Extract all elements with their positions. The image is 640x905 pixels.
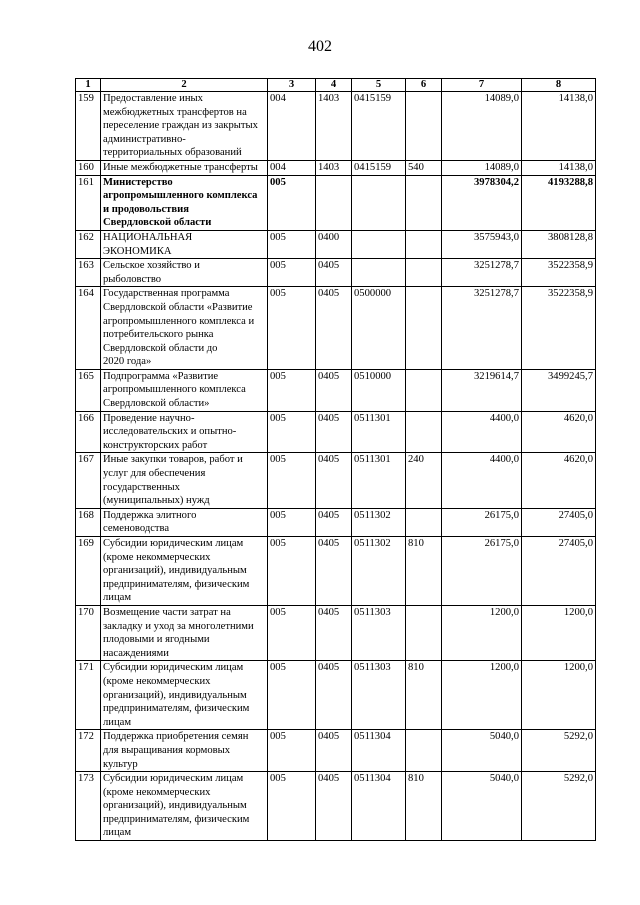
item-name-line: Поддержка элитного [103,509,197,521]
item-name-cell [101,230,268,258]
target-article-cell: 0511304 [352,772,406,841]
item-name-cell [101,411,268,453]
page-number: 402 [308,38,332,55]
target-article-cell: 0510000 [352,369,406,411]
row-number-cell: 162 [76,230,101,258]
expense-type-cell: 810 [406,772,442,841]
item-name-line: агропромышленного комплекса и [103,315,255,327]
ministry-code-cell: 005 [268,230,316,258]
ministry-code-cell: 005 [268,369,316,411]
column-header-7: 7 [442,79,522,92]
amount-year2-cell: 3522358,9 [522,259,596,287]
table-row [76,537,596,606]
row-number-cell: 164 [76,287,101,370]
amount-year2-cell: 14138,0 [522,92,596,161]
section-code-cell: 0405 [316,661,352,730]
table-row [76,259,596,287]
ministry-code-cell: 005 [268,772,316,841]
row-number-cell: 170 [76,605,101,660]
expense-type-cell [406,175,442,230]
row-number-cell: 166 [76,411,101,453]
item-name-cell [101,175,268,230]
section-code-cell: 0405 [316,537,352,606]
item-name-line: организаций), индивидуальным [103,565,247,577]
target-article-cell [352,259,406,287]
target-article-cell: 0511303 [352,661,406,730]
item-name-line: Предоставление иных [103,93,203,104]
table-row [76,508,596,536]
target-article-cell: 0511302 [352,537,406,606]
item-name-line: агропромышленного комплекса [103,190,258,202]
item-name-line: Иные межбюджетные трансферты [103,161,258,173]
item-name-line: лицам [103,592,132,604]
item-name-line: насаждениями [103,647,169,659]
amount-year2-cell: 3522358,9 [522,287,596,370]
ministry-code-cell: 005 [268,287,316,370]
column-header-6: 6 [406,79,442,92]
amount-year2-cell: 1200,0 [522,661,596,730]
amount-year2-cell: 3499245,7 [522,369,596,411]
amount-year2-cell: 4193288,8 [522,175,596,230]
ministry-code-cell: 005 [268,411,316,453]
section-code-cell: 0405 [316,369,352,411]
item-name-cell [101,730,268,772]
section-code-cell: 0405 [316,287,352,370]
item-name-line: организаций), индивидуальным [103,689,247,701]
item-name-line: плодовыми и ягодными [103,634,210,646]
item-name-line: Подпрограмма «Развитие [103,370,219,382]
item-name-line: межбюджетных трансфертов на [103,106,247,118]
amount-year1-cell: 3575943,0 [442,230,522,258]
table-row [76,453,596,508]
column-header-8: 8 [522,79,596,92]
item-name-cell [101,508,268,536]
row-number-cell: 160 [76,160,101,175]
target-article-cell: 0511302 [352,508,406,536]
item-name-line: организаций), индивидуальным [103,800,247,812]
item-name-line: предпринимателям, физическим [103,703,250,715]
amount-year1-cell: 3251278,7 [442,259,522,287]
item-name-cell [101,160,268,175]
header-row [76,79,596,92]
item-name-cell [101,369,268,411]
table-row [76,287,596,370]
table-row [76,230,596,258]
table-row [76,92,596,161]
item-name-line: Министерство [103,176,173,188]
ministry-code-cell: 005 [268,605,316,660]
ministry-code-cell: 005 [268,259,316,287]
expense-type-cell: 240 [406,453,442,508]
amount-year1-cell: 1200,0 [442,661,522,730]
item-name-line: (муниципальных) нужд [103,495,210,507]
table-row [76,730,596,772]
amount-year1-cell: 14089,0 [442,92,522,161]
expense-type-cell [406,287,442,370]
table-row [76,772,596,841]
expense-type-cell [406,730,442,772]
item-name-line: закладку и уход за многолетними [103,620,254,632]
column-header-2: 2 [101,79,268,92]
item-name-line: Возмещение части затрат на [103,606,231,618]
budget-table [75,78,596,841]
row-number-cell: 165 [76,369,101,411]
item-name-line: (кроме некоммерческих [103,675,211,687]
target-article-cell: 0511304 [352,730,406,772]
item-name-line: Сельское хозяйство и [103,260,200,272]
table-row [76,605,596,660]
expense-type-cell: 810 [406,537,442,606]
amount-year1-cell: 26175,0 [442,508,522,536]
amount-year2-cell: 14138,0 [522,160,596,175]
amount-year1-cell: 5040,0 [442,730,522,772]
amount-year1-cell: 3978304,2 [442,175,522,230]
target-article-cell: 0511301 [352,453,406,508]
target-article-cell [352,230,406,258]
amount-year2-cell: 1200,0 [522,605,596,660]
expense-type-cell: 540 [406,160,442,175]
target-article-cell: 0500000 [352,287,406,370]
amount-year2-cell: 3808128,8 [522,230,596,258]
item-name-line: лицам [103,827,132,839]
item-name-cell [101,287,268,370]
item-name-line: услуг для обеспечения [103,468,206,480]
item-name-line: (кроме некоммерческих [103,786,211,798]
item-name-line: предпринимателям, физическим [103,578,250,590]
expense-type-cell [406,259,442,287]
amount-year1-cell: 3251278,7 [442,287,522,370]
ministry-code-cell: 005 [268,537,316,606]
amount-year2-cell: 4620,0 [522,453,596,508]
expense-type-cell [406,230,442,258]
amount-year1-cell: 3219614,7 [442,369,522,411]
item-name-line: административно- [103,133,186,145]
expense-type-cell [406,605,442,660]
item-name-line: семеноводства [103,523,170,535]
amount-year1-cell: 5040,0 [442,772,522,841]
section-code-cell: 0400 [316,230,352,258]
table-row [76,411,596,453]
section-code-cell: 1403 [316,92,352,161]
row-number-cell: 168 [76,508,101,536]
section-code-cell: 0405 [316,772,352,841]
target-article-cell [352,175,406,230]
table-row [76,661,596,730]
row-number-cell: 161 [76,175,101,230]
section-code-cell: 0405 [316,411,352,453]
target-article-cell: 0511301 [352,411,406,453]
ministry-code-cell: 005 [268,453,316,508]
item-name-line: ЭКОНОМИКА [103,245,172,257]
item-name-line: 2020 года» [103,356,152,368]
section-code-cell: 0405 [316,508,352,536]
amount-year1-cell: 26175,0 [442,537,522,606]
column-header-1: 1 [76,79,101,92]
row-number-cell: 169 [76,537,101,606]
ministry-code-cell: 005 [268,175,316,230]
item-name-line: Свердловской области» [103,398,210,410]
item-name-line: культур [103,758,138,770]
ministry-code-cell: 005 [268,508,316,536]
item-name-cell [101,537,268,606]
item-name-line: Субсидии юридическим лицам [103,538,244,549]
target-article-cell: 0415159 [352,92,406,161]
item-name-line: Иные закупки товаров, работ и [103,454,243,466]
column-header-4: 4 [316,79,352,92]
item-name-line: предпринимателям, физическим [103,813,250,825]
row-number-cell: 173 [76,772,101,841]
expense-type-cell [406,411,442,453]
item-name-line: Свердловской области «Развитие [103,301,253,313]
item-name-line: переселение граждан из закрытых [103,120,258,132]
row-number-cell: 163 [76,259,101,287]
amount-year1-cell: 4400,0 [442,411,522,453]
item-name-line: для выращивания кормовых [103,744,231,756]
item-name-line: (кроме некоммерческих [103,551,211,563]
item-name-line: Субсидии юридическим лицам [103,662,244,674]
target-article-cell: 0415159 [352,160,406,175]
item-name-line: территориальных образований [103,147,242,159]
section-code-cell: 0405 [316,730,352,772]
table-row [76,369,596,411]
ministry-code-cell: 005 [268,730,316,772]
amount-year1-cell: 4400,0 [442,453,522,508]
section-code-cell: 0405 [316,605,352,660]
item-name-line: агропромышленного комплекса [103,384,246,396]
amount-year2-cell: 5292,0 [522,772,596,841]
target-article-cell: 0511303 [352,605,406,660]
item-name-line: Субсидии юридическим лицам [103,773,244,785]
item-name-cell [101,661,268,730]
item-name-line: государственных [103,481,180,493]
amount-year2-cell: 27405,0 [522,537,596,606]
column-header-5: 5 [352,79,406,92]
expense-type-cell [406,508,442,536]
section-code-cell: 1403 [316,160,352,175]
expense-type-cell: 810 [406,661,442,730]
table-row [76,175,596,230]
ministry-code-cell: 004 [268,92,316,161]
item-name-cell [101,92,268,161]
amount-year1-cell: 1200,0 [442,605,522,660]
item-name-line: и продовольствия [103,203,189,215]
row-number-cell: 167 [76,453,101,508]
amount-year2-cell: 4620,0 [522,411,596,453]
section-code-cell: 0405 [316,259,352,287]
item-name-line: лицам [103,716,132,728]
table-body [76,92,596,841]
item-name-line: рыболовство [103,273,162,285]
item-name-line: исследовательских и опытно- [103,426,237,438]
expense-type-cell [406,92,442,161]
column-header-3: 3 [268,79,316,92]
row-number-cell: 159 [76,92,101,161]
row-number-cell: 171 [76,661,101,730]
item-name-line: Государственная программа [103,288,230,300]
ministry-code-cell: 005 [268,661,316,730]
item-name-line: Проведение научно- [103,412,195,424]
item-name-cell [101,259,268,287]
expense-type-cell [406,369,442,411]
item-name-line: НАЦИОНАЛЬНАЯ [103,231,193,243]
item-name-line: Поддержка приобретения семян [103,731,249,743]
row-number-cell: 172 [76,730,101,772]
item-name-cell [101,772,268,841]
item-name-cell [101,453,268,508]
item-name-line: потребительского рынка [103,329,214,341]
item-name-line: Свердловской области до [103,342,218,354]
item-name-line: Свердловской области [103,217,212,229]
item-name-line: конструкторских работ [103,439,208,451]
amount-year1-cell: 14089,0 [442,160,522,175]
section-code-cell: 0405 [316,453,352,508]
amount-year2-cell: 5292,0 [522,730,596,772]
ministry-code-cell: 004 [268,160,316,175]
table-row [76,160,596,175]
amount-year2-cell: 27405,0 [522,508,596,536]
section-code-cell [316,175,352,230]
item-name-cell [101,605,268,660]
